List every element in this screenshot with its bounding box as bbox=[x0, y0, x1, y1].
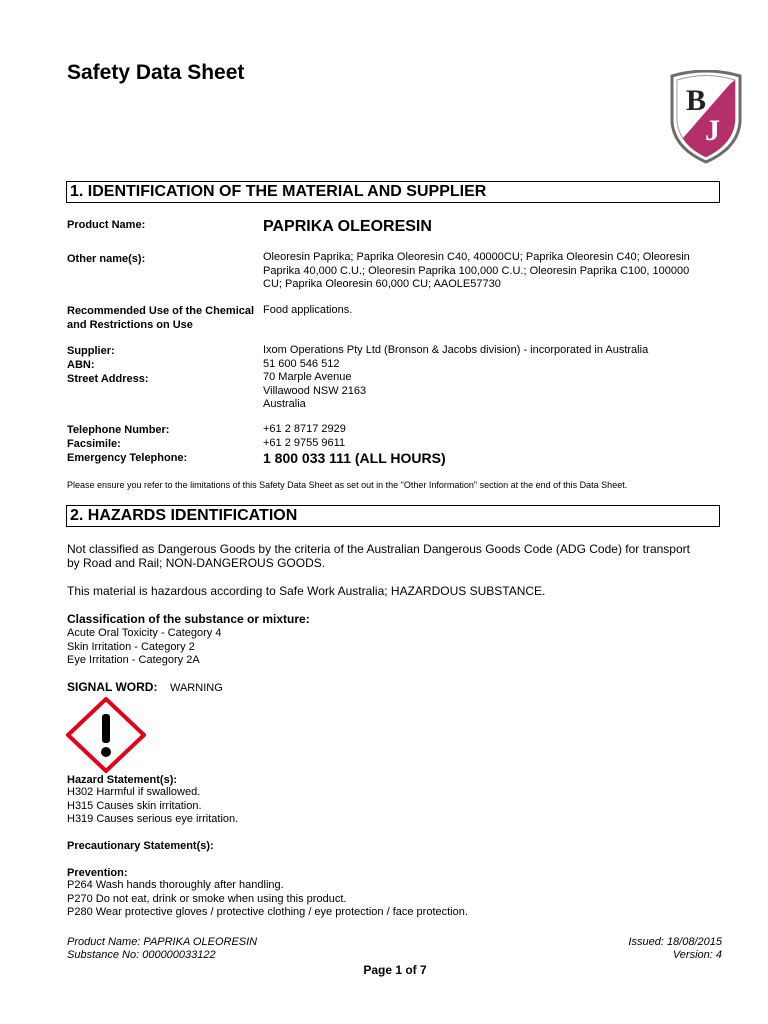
list-item: Acute Oral Toxicity - Category 4 bbox=[67, 627, 222, 639]
list-item: H319 Causes serious eye irritation. bbox=[67, 813, 239, 825]
footer-left bbox=[67, 936, 257, 962]
list-item: H302 Harmful if swallowed. bbox=[67, 786, 201, 798]
product-name-value: PAPRIKA OLEORESIN bbox=[263, 218, 432, 235]
logo-letter-b: B bbox=[686, 84, 707, 117]
list-item: P280 Wear protective gloves / protective clothing / eye protection / face protection. bbox=[67, 906, 468, 918]
recommended-use-label: Recommended Use of the Chemical and Restrictions on Use bbox=[67, 305, 255, 331]
abn-value: 51 600 546 512 bbox=[263, 357, 340, 370]
contact-labels: Telephone Number: Facsimile: Emergency Telephone: bbox=[67, 424, 188, 464]
footer-product-name: Product Name: PAPRIKA OLEORESIN bbox=[67, 936, 258, 948]
classification-heading: Classification of the substance or mixture: bbox=[67, 612, 310, 626]
supplier-values: Ixom Operations Pty Ltd (Bronson & Jacobs division) - incorporated in Australia 51 600 546 512 70 Marple Avenue Villawood NSW 2163 Australia bbox=[263, 344, 649, 410]
product-name-label: Product Name: bbox=[67, 219, 146, 231]
page-number: Page 1 of 7 bbox=[363, 963, 427, 977]
section-1-heading: 1. IDENTIFICATION OF THE MATERIAL AND SUPPLIER bbox=[66, 181, 720, 203]
list-item: Eye Irritation - Category 2A bbox=[67, 654, 200, 666]
other-names-value: Oleoresin Paprika; Paprika Oleoresin C40, 40000CU; Paprika Oleoresin C40; Oleoresin Paprika 40,000 C.U.; Oleoresin Paprika 100,000 C.U.; Oleoresin Paprika C100, 100000 CU; Paprika Oleoresin 60,000 CU; AAOLE57730 bbox=[263, 251, 690, 290]
list-item: H315 Causes skin irritation. bbox=[67, 799, 202, 812]
signal-word-label: SIGNAL WORD: bbox=[67, 680, 158, 694]
recommended-use-value: Food applications. bbox=[263, 304, 353, 316]
classification-list bbox=[67, 627, 221, 668]
limitations-note: Please ensure you refer to the limitations of this Safety Data Sheet as set out in the "Other Information" section at the end of this Data Sheet. bbox=[67, 480, 628, 490]
other-names-label: Other name(s): bbox=[67, 253, 146, 265]
footer-issued: Issued: 18/08/2015 bbox=[628, 936, 722, 948]
hazardous-text: This material is hazardous according to Safe Work Australia; HAZARDOUS SUBSTANCE. bbox=[67, 584, 546, 598]
section-2-heading: 2. HAZARDS IDENTIFICATION bbox=[66, 505, 720, 527]
footer-substance-no: Substance No: 000000033122 bbox=[67, 949, 216, 961]
prevention-list bbox=[67, 879, 468, 920]
prevention-heading: Prevention: bbox=[67, 867, 128, 879]
emergency-telephone-value: 1 800 033 111 (ALL HOURS) bbox=[263, 450, 446, 466]
precautionary-heading: Precautionary Statement(s): bbox=[67, 840, 214, 852]
bj-logo bbox=[668, 70, 744, 164]
list-item: P270 Do not eat, drink or smoke when using this product. bbox=[67, 892, 347, 905]
list-item: P264 Wash hands thoroughly after handling. bbox=[67, 879, 284, 891]
footer-version: Version: 4 bbox=[672, 949, 722, 961]
hazard-statements-heading: Hazard Statement(s): bbox=[67, 774, 178, 786]
logo-letter-j: J bbox=[705, 114, 720, 147]
supplier-labels: Supplier: ABN: Street Address: bbox=[67, 345, 149, 385]
supplier-value: Ixom Operations Pty Ltd (Bronson & Jacobs division) - incorporated in Australia bbox=[263, 344, 649, 356]
contact-values bbox=[263, 423, 346, 450]
signal-word-value: WARNING bbox=[170, 682, 223, 694]
dangerous-goods-text: Not classified as Dangerous Goods by the criteria of the Australian Dangerous Goods Code (ADG Code) for transport by Road and Rail; NON-DANGEROUS GOODS. bbox=[67, 542, 690, 570]
hazard-statements-list bbox=[67, 786, 238, 827]
list-item: Skin Irritation - Category 2 bbox=[67, 640, 195, 653]
fax-value: +61 2 9755 9611 bbox=[263, 436, 346, 449]
page-title: Safety Data Sheet bbox=[67, 61, 245, 84]
exclamation-mark-pictogram-icon bbox=[66, 697, 146, 773]
footer-right bbox=[628, 936, 722, 962]
telephone-value: +61 2 8717 2929 bbox=[263, 423, 346, 435]
